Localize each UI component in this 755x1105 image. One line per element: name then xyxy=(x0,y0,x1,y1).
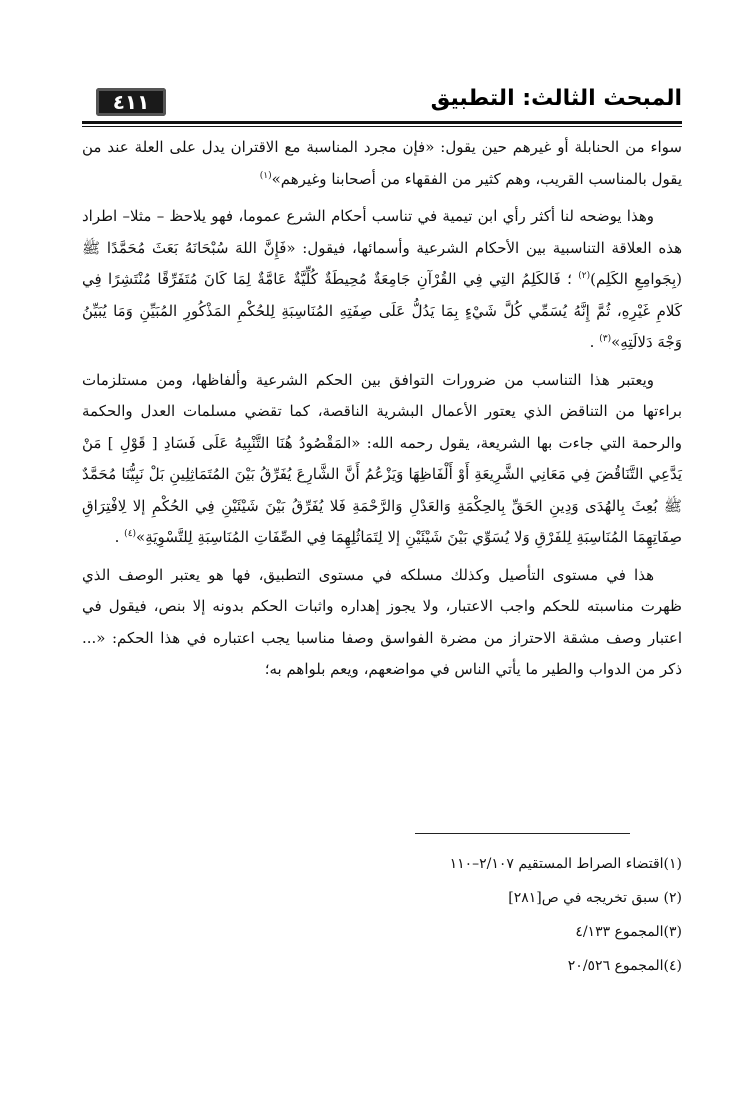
footnote-4: (٤)المجموع ٢٠/٥٢٦ xyxy=(567,958,682,974)
paragraph-1-text: سواء من الحنابلة أو غيرهم حين يقول: «فإن مجرد المناسبة مع الاقتران يدل على العلة عند من يقول بالمناسب القريب، وهم كثير من الفقهاء من أصحابنا وغيرهم» xyxy=(82,138,682,188)
paragraph-2 xyxy=(82,201,682,359)
page-number: ٤١١ xyxy=(96,88,166,116)
section-title: المبحث الثالث: التطبيق xyxy=(430,86,682,111)
paragraph-4-text: هذا في مستوى التأصيل وكذلك مسلكه في مستوى التطبيق، فها هو يعتبر الوصف الذي ظهرت مناسبته للحكم واجب الاعتبار، ولا يجوز إهداره واثبات الحكم بدونه إلا بنص، فيقول في اعتبار وصف مشقة الاحتراز من مضرة الفواسق وصفا مناسبا يجب اعتباره في هذا الحكم: «... ذكر من الدواب والطير ما يأتي الناس في مواضعهم، ويعم بلواهم به؛ xyxy=(82,565,682,678)
footnote-3: (٣)المجموع ٤/١٣٣ xyxy=(575,924,682,940)
footnote-1: (١)اقتضاء الصراط المستقيم ٢/١٠٧–١١٠ xyxy=(449,856,682,872)
header-rule xyxy=(82,121,682,124)
paragraph-1 xyxy=(82,132,682,195)
paragraph-2-text: وهذا يوضحه لنا أكثر رأي ابن تيمية في تناسب أحكام الشرع عموما، فهو يلاحظ – مثلا– اطراد هذه العلاقة التناسبية بين الأحكام الشرعية وأسمائها، فيقول: «فَإِنَّ اللهَ سُبْحَانَهُ بَعَثَ مُحَمَّدًا ﷺ (بِجَوامِعِ الكَلِم) xyxy=(82,207,682,288)
paragraph-3-text: ويعتبر هذا التناسب من ضرورات التوافق بين الحكم الشرعية وألفاظها، ومن مستلزمات براءتها من التناقض الذي يعتور الأعمال البشرية الناقصة، كما تقضي مسلمات العدل والحكمة والرحمة التي جاءت بها الشريعة، يقول رحمه الله: «المَقْصُودُ هُنَا التَّنْبِيهُ عَلَى فَسَادِ [ قَوْلِ ] مَنْ يَدَّعِي التَّنَاقُضَ فِي مَعَانِي الشَّرِيعَةِ أَوْ أَلْفَاظِهَا وَيَزْعُمُ أَنَّ الشَّارِعَ يُفَرِّقُ بَيْنَ المُتَمَاثِلِينِ بَلْ نَبِيُّنَا مُحَمَّدٌ ﷺ بُعِثَ بِالهُدَى وَدِينِ الحَقِّ بِالحِكْمَةِ وَالعَدْلِ وَالرَّحْمَةِ فَلا يُفَرِّقُ بَيْنَ شَيْئَيْنِ فِي الحُكْمِ إلا لِافْتِرَاقِ صِفَاتِهِمَا المُنَاسِبَةِ لِلفَرْقِ وَلا يُسَوِّي بَيْنَ شَيْئَيْنِ إلا لِتَمَاثُلِهِمَا فِي الصِّفَاتِ المُنَاسِبَةِ لِلتَّسْوِيَةِ» xyxy=(82,370,682,546)
page-header xyxy=(82,86,682,126)
body-text xyxy=(82,132,682,686)
footnote-2: (٢) سبق تخريجه في ص[٢٨١] xyxy=(508,890,682,906)
footnote-ref-1: (١) xyxy=(259,170,272,181)
footnote-separator xyxy=(415,833,630,834)
footnote-ref-2: (٢) xyxy=(578,271,591,281)
paragraph-3-end: . xyxy=(114,528,120,546)
header-rule-thin xyxy=(82,126,682,127)
paragraph-2-quote: ؛ فَالكَلِمُ التِي فِي القُرْآنِ جَامِعَةٌ مُحِيطَةٌ كُلِّيَّةٌ عَامَّةٌ لِمَا كَانَ مُتَفَرِّقًا مُنْتَشِرًا فِي كَلامِ غَيْرِهِ، ثُمَّ إِنَّهُ يُسَمِّي كُلَّ شَيْءٍ بِمَا يَدُلُّ عَلَى صِفَتِهِ المُنَاسِبَةِ لِلحُكْمِ المَذْكُورِ المُبَيِّنِ وَمَا يُبَيِّنُ وَجْهَ دَلالَتِهِ» xyxy=(82,270,682,351)
footnote-ref-3: (٣) xyxy=(599,334,612,344)
footnotes xyxy=(82,847,682,983)
paragraph-4 xyxy=(82,560,682,686)
paragraph-2-end: . xyxy=(589,333,595,351)
paragraph-3 xyxy=(82,365,682,554)
footnote-ref-4: (٤) xyxy=(124,529,137,539)
